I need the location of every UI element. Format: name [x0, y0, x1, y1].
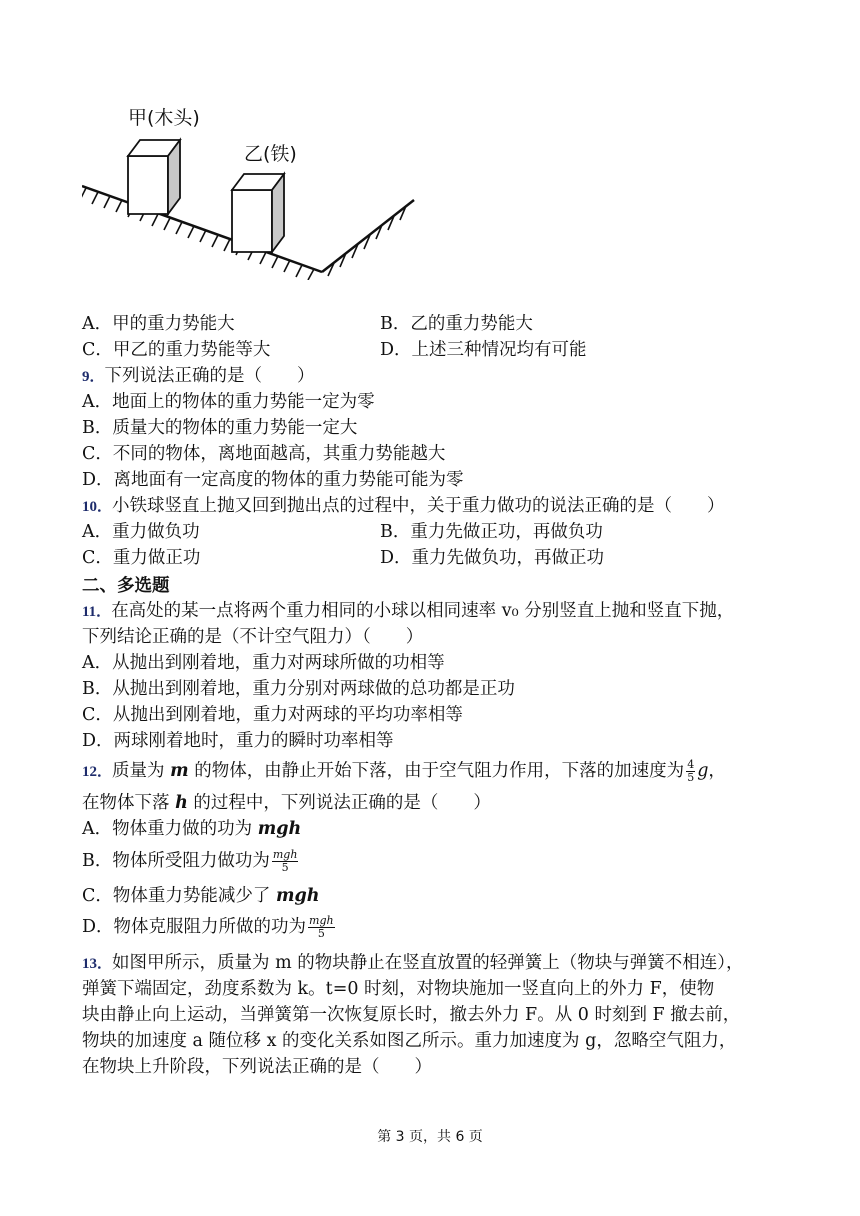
q12-stem-line2	[82, 790, 491, 816]
q11-stem-line1	[82, 598, 734, 625]
q12-option-b-num: mgh	[272, 848, 298, 861]
q13-text1: 如图甲所示，质量为 m 的物块静止在竖直放置的轻弹簧上（物块与弹簧不相连），	[112, 953, 744, 973]
label-a: 甲(木头)	[128, 107, 200, 129]
q8-option-d: D．上述三种情况均有可能	[380, 340, 587, 360]
q13-number: 13．	[82, 956, 113, 972]
section-title-multi-choice: 二、多选题	[82, 576, 170, 596]
q11-option-b: B．从抛出到刚着地，重力分别对两球做的总功都是正功	[82, 679, 515, 699]
q12-option-b	[82, 848, 300, 874]
q12-text: 在物体下落	[82, 793, 176, 813]
q12-fraction	[686, 759, 695, 784]
q10-stem	[82, 493, 725, 520]
q12-text: 的过程中，下列说法正确的是（ ）	[187, 793, 491, 813]
q13-stem-line3: 块由静止向上运动，当弹簧第一次恢复原长时，撤去外力 F。从 0 时刻到 F 撤去前，	[82, 1005, 741, 1025]
q10-option-c: C．重力做正功	[82, 548, 201, 568]
q12-option-d-num: mgh	[309, 914, 334, 927]
label-b: 乙(铁)	[244, 143, 297, 165]
q12-fraction-num: 4	[687, 758, 695, 771]
q12-fraction-den: 5	[687, 771, 695, 784]
q9-stem-text: 下列说法正确的是（ ）	[104, 366, 315, 386]
q11-stem-text1: 在高处的某一点将两个重力相同的小球以相同速率 v₀ 分别竖直上抛和竖直下抛，	[111, 601, 735, 621]
cube-a	[128, 140, 180, 214]
q8-option-c: C．甲乙的重力势能等大	[82, 340, 271, 360]
q12-stem-line1	[82, 758, 726, 785]
q12-option-b-text: B．物体所受阻力做功为	[82, 851, 270, 871]
q10-option-a: A．重力做负功	[82, 522, 200, 542]
q12-option-d-text: D．物体克服阻力所做的功为	[82, 917, 307, 937]
q12-option-c-text: C．物体重力势能减少了	[82, 886, 276, 906]
q12-var-m: m	[170, 761, 189, 781]
q8-option-b: B．乙的重力势能大	[380, 314, 533, 334]
q12-number: 12．	[82, 764, 113, 780]
q12-option-b-den: 5	[281, 861, 289, 874]
q13-stem-line4: 物块的加速度 a 随位移 x 的变化关系如图乙所示。重力加速度为 g，忽略空气阻力，	[82, 1031, 737, 1051]
ground-line	[82, 186, 322, 272]
q12-option-d-fraction	[308, 915, 335, 940]
q9-stem	[82, 363, 315, 390]
q13-stem-line2: 弹簧下端固定，劲度系数为 k。t=0 时刻，对物块施加一竖直向上的外力 F，使物	[82, 979, 715, 999]
q8-option-a: A．甲的重力势能大	[82, 314, 235, 334]
q11-stem-line2: 下列结论正确的是（不计空气阻力）（ ）	[82, 627, 424, 647]
q10-option-b: B．重力先做正功，再做负功	[380, 522, 603, 542]
q9-number: 9．	[82, 369, 105, 385]
blocks-figure	[82, 100, 422, 280]
q9-option-a: A．地面上的物体的重力势能一定为零	[82, 392, 375, 412]
q12-option-a	[82, 816, 301, 842]
q11-option-a: A．从抛出到刚着地，重力对两球所做的功相等	[82, 653, 445, 673]
q9-option-b: B．质量大的物体的重力势能一定大	[82, 418, 358, 438]
q9-option-d: D．离地面有一定高度的物体的重力势能可能为零	[82, 470, 464, 490]
q13-stem-line1	[82, 950, 743, 977]
q12-option-d	[82, 914, 337, 940]
q11-option-d: D．两球刚着地时，重力的瞬时功率相等	[82, 731, 394, 751]
q12-option-d-den: 5	[317, 927, 325, 940]
q10-stem-text: 小铁球竖直上抛又回到抛出点的过程中，关于重力做功的说法正确的是（ ）	[112, 496, 725, 516]
q12-var-g: g	[697, 761, 709, 781]
cube-b	[232, 174, 284, 252]
wall-line	[322, 200, 414, 272]
q12-text: 质量为	[112, 761, 171, 781]
q11-option-c: C．从抛出到刚着地，重力对两球的平均功率相等	[82, 705, 463, 725]
q12-option-c	[82, 883, 319, 909]
q11-number: 11．	[82, 604, 112, 620]
q12-option-a-value: mgh	[257, 819, 302, 839]
q13-stem-line5: 在物块上升阶段，下列说法正确的是（ ）	[82, 1057, 432, 1077]
q9-option-c: C．不同的物体，离地面越高，其重力势能越大	[82, 444, 446, 464]
q10-option-d: D．重力先做负功，再做正功	[380, 548, 605, 568]
q10-number: 10．	[82, 499, 113, 515]
q12-option-a-text: A．物体重力做的功为	[82, 819, 258, 839]
page-footer: 第 3 页，共 6 页	[377, 1129, 483, 1145]
q12-option-b-fraction	[272, 849, 299, 874]
q12-option-c-value: mgh	[275, 886, 320, 906]
q12-text: 的物体，由静止开始下落，由于空气阻力作用，下落的加速度为	[188, 761, 685, 781]
q12-text: ，	[708, 761, 726, 781]
q12-var-h: h	[175, 793, 188, 813]
